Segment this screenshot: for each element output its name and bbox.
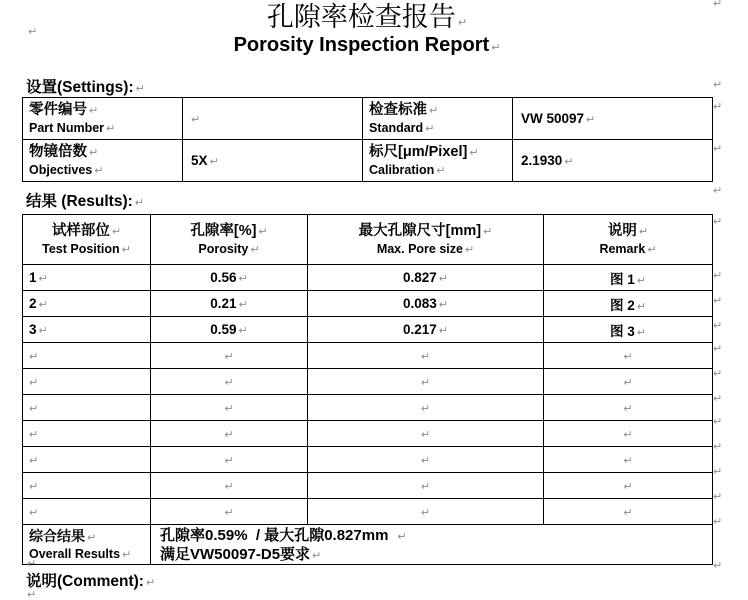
end-of-row-mark-icon: ↵: [713, 78, 723, 91]
paragraph-mark-icon: ↵: [121, 243, 131, 256]
paragraph-mark-icon: ↵: [106, 122, 116, 135]
paragraph-mark-icon: ↵: [209, 155, 219, 168]
paragraph-mark-icon: ↵: [586, 113, 596, 126]
table-row-empty: [23, 343, 713, 369]
col-header-max-pore-size: 最大孔隙尺寸[mm] ↵ Max. Pore size ↵: [308, 215, 544, 265]
paragraph-mark-icon: ↵: [89, 104, 99, 117]
paragraph-mark-icon: ↵: [89, 146, 99, 159]
paragraph-mark-icon: ↵: [636, 325, 646, 339]
end-of-row-mark-icon: ↵: [713, 184, 723, 197]
end-of-row-mark-icon: ↵: [713, 392, 723, 405]
part-number-value: [183, 98, 363, 140]
table-row-empty: [23, 499, 713, 525]
table-row-empty: [23, 473, 713, 499]
paragraph-mark-icon: ↵: [134, 196, 145, 209]
paragraph-mark-icon: ↵: [224, 350, 234, 363]
col-header-test-position: 试样部位 ↵ Test Position ↵: [23, 215, 151, 265]
test-position-cell: [23, 343, 151, 369]
porosity-cell: [151, 343, 308, 369]
results-header-row: [23, 215, 713, 265]
paragraph-mark-icon: ↵: [29, 402, 39, 415]
max-pore-cell: [308, 473, 544, 499]
paragraph-mark-icon: ↵: [27, 557, 37, 570]
settings-row: [23, 140, 713, 182]
table-row: [23, 265, 713, 291]
results-table: [22, 214, 713, 565]
test-position-cell: 3 ↵: [23, 317, 151, 343]
paragraph-mark-icon: ↵: [420, 506, 431, 519]
paragraph-mark-icon: ↵: [224, 480, 234, 493]
results-heading: 结果 (Results): ↵: [26, 193, 145, 210]
paragraph-mark-icon: ↵: [145, 576, 156, 589]
table-row: [23, 291, 713, 317]
test-position-cell: [23, 421, 151, 447]
remark-cell: [544, 369, 713, 395]
max-pore-cell: [308, 447, 544, 473]
paragraph-mark-icon: ↵: [250, 243, 260, 256]
paragraph-mark-icon: ↵: [224, 376, 234, 389]
end-of-row-mark-icon: ↵: [713, 440, 723, 453]
table-row: [23, 317, 713, 343]
porosity-cell: [151, 447, 308, 473]
table-row-empty: [23, 369, 713, 395]
paragraph-mark-icon: ↵: [135, 82, 145, 95]
end-of-row-mark-icon: ↵: [713, 294, 723, 307]
end-of-row-mark-icon: ↵: [713, 559, 723, 572]
paragraph-mark-icon: ↵: [38, 272, 48, 285]
paragraph-mark-icon: ↵: [38, 298, 48, 311]
paragraph-mark-icon: ↵: [29, 480, 39, 493]
settings-table: [22, 97, 713, 182]
paragraph-mark-icon: ↵: [623, 506, 633, 519]
paragraph-mark-icon: ↵: [636, 273, 646, 287]
objectives-label: 物镜倍数 ↵ Objectives ↵: [23, 140, 183, 182]
paragraph-mark-icon: ↵: [420, 428, 431, 441]
table-row-empty: [23, 395, 713, 421]
end-of-row-mark-icon: ↵: [713, 515, 723, 528]
test-position-cell: [23, 369, 151, 395]
paragraph-mark-icon: ↵: [87, 531, 97, 544]
paragraph-mark-icon: ↵: [29, 506, 39, 519]
test-position-cell: 1 ↵: [23, 265, 151, 291]
standard-label: 检查标准 ↵ Standard ↵: [363, 98, 513, 140]
test-position-cell: [23, 499, 151, 525]
report-title-zh: 孔隙率检查报告 ↵: [266, 2, 468, 32]
remark-cell: [544, 421, 713, 447]
end-of-row-mark-icon: ↵: [713, 0, 723, 10]
standard-value: VW 50097 ↵: [513, 98, 713, 140]
end-of-row-mark-icon: ↵: [713, 100, 723, 113]
paragraph-mark-icon: ↵: [111, 225, 122, 238]
paragraph-mark-icon: ↵: [436, 164, 446, 177]
paragraph-mark-icon: ↵: [94, 164, 104, 177]
paragraph-mark-icon: ↵: [438, 324, 448, 337]
porosity-cell: 0.21 ↵: [151, 291, 308, 317]
paragraph-mark-icon: ↵: [238, 298, 248, 311]
test-position-cell: [23, 447, 151, 473]
overall-results-value: 孔隙率0.59% / 最大孔隙0.827mm ↵ 满足VW50097-D5要求 ↵: [151, 525, 713, 565]
remark-cell: 图 2 ↵: [544, 291, 713, 317]
paragraph-mark-icon: ↵: [420, 454, 431, 467]
paragraph-mark-icon: ↵: [27, 588, 37, 600]
end-of-row-mark-icon: ↵: [713, 269, 723, 282]
paragraph-mark-icon: ↵: [623, 454, 633, 467]
paragraph-mark-icon: ↵: [224, 506, 234, 519]
paragraph-mark-icon: ↵: [224, 454, 234, 467]
paragraph-mark-icon: ↵: [623, 376, 633, 389]
end-of-row-mark-icon: ↵: [713, 142, 723, 155]
paragraph-mark-icon: ↵: [238, 324, 248, 337]
paragraph-mark-icon: ↵: [638, 225, 649, 238]
paragraph-mark-icon: ↵: [647, 243, 657, 256]
remark-cell: [544, 473, 713, 499]
paragraph-mark-icon: ↵: [28, 25, 38, 38]
paragraph-mark-icon: ↵: [29, 350, 39, 363]
end-of-row-mark-icon: ↵: [713, 465, 723, 478]
paragraph-mark-icon: ↵: [38, 324, 48, 337]
end-of-row-mark-icon: ↵: [713, 342, 723, 355]
paragraph-mark-icon: ↵: [425, 122, 435, 135]
max-pore-cell: [308, 369, 544, 395]
paragraph-mark-icon: ↵: [420, 376, 431, 389]
paragraph-mark-icon: ↵: [457, 16, 468, 29]
porosity-cell: [151, 473, 308, 499]
paragraph-mark-icon: ↵: [623, 350, 633, 363]
max-pore-cell: [308, 499, 544, 525]
remark-cell: 图 1 ↵: [544, 265, 713, 291]
paragraph-mark-icon: ↵: [623, 480, 633, 493]
end-of-row-mark-icon: ↵: [713, 319, 723, 332]
porosity-cell: [151, 369, 308, 395]
table-row-empty: [23, 447, 713, 473]
paragraph-mark-icon: ↵: [224, 402, 234, 415]
paragraph-mark-icon: ↵: [483, 225, 493, 238]
col-header-remark: 说明 ↵ Remark ↵: [544, 215, 713, 265]
porosity-cell: [151, 421, 308, 447]
report-title-en: Porosity Inspection Report ↵: [233, 34, 501, 56]
max-pore-cell: [308, 343, 544, 369]
test-position-cell: [23, 473, 151, 499]
objectives-value: 5X ↵: [183, 140, 363, 182]
overall-results-row: [23, 525, 713, 565]
remark-cell: [544, 499, 713, 525]
paragraph-mark-icon: ↵: [258, 225, 268, 238]
end-of-row-mark-icon: ↵: [713, 215, 723, 228]
paragraph-mark-icon: ↵: [623, 428, 633, 441]
comment-heading: 说明(Comment): ↵: [26, 573, 156, 590]
test-position-cell: 2 ↵: [23, 291, 151, 317]
part-number-label: 零件编号 ↵ Part Number ↵: [23, 98, 183, 140]
paragraph-mark-icon: ↵: [438, 272, 448, 285]
paragraph-mark-icon: ↵: [191, 113, 201, 126]
paragraph-mark-icon: ↵: [312, 548, 322, 562]
paragraph-mark-icon: ↵: [564, 155, 574, 168]
porosity-cell: 0.59 ↵: [151, 317, 308, 343]
calibration-label: 标尺[μm/Pixel] ↵ Calibration ↵: [363, 140, 513, 182]
porosity-cell: [151, 395, 308, 421]
max-pore-cell: 0.217 ↵: [308, 317, 544, 343]
paragraph-mark-icon: ↵: [420, 350, 431, 363]
paragraph-mark-icon: ↵: [438, 298, 448, 311]
max-pore-cell: [308, 395, 544, 421]
paragraph-mark-icon: ↵: [420, 402, 431, 415]
remark-cell: [544, 343, 713, 369]
remark-cell: [544, 447, 713, 473]
paragraph-mark-icon: ↵: [224, 428, 234, 441]
paragraph-mark-icon: ↵: [29, 454, 39, 467]
settings-heading: 设置(Settings): ↵: [26, 79, 145, 96]
paragraph-mark-icon: ↵: [491, 41, 501, 54]
settings-row: [23, 98, 713, 140]
paragraph-mark-icon: ↵: [122, 548, 132, 561]
end-of-row-mark-icon: ↵: [713, 367, 723, 380]
paragraph-mark-icon: ↵: [636, 299, 646, 313]
test-position-cell: [23, 395, 151, 421]
paragraph-mark-icon: ↵: [238, 272, 248, 285]
remark-cell: 图 3 ↵: [544, 317, 713, 343]
paragraph-mark-icon: ↵: [397, 529, 407, 543]
paragraph-mark-icon: ↵: [623, 402, 633, 415]
paragraph-mark-icon: ↵: [429, 104, 439, 117]
table-row-empty: [23, 421, 713, 447]
col-header-porosity: 孔隙率[%] ↵ Porosity ↵: [151, 215, 308, 265]
calibration-value: 2.1930 ↵: [513, 140, 713, 182]
paragraph-mark-icon: ↵: [29, 428, 39, 441]
remark-cell: [544, 395, 713, 421]
end-of-row-mark-icon: ↵: [713, 490, 723, 503]
paragraph-mark-icon: ↵: [29, 376, 39, 389]
max-pore-cell: 0.083 ↵: [308, 291, 544, 317]
overall-results-label: 综合结果 ↵ Overall Results ↵: [23, 525, 151, 565]
paragraph-mark-icon: ↵: [469, 146, 479, 159]
max-pore-cell: [308, 421, 544, 447]
paragraph-mark-icon: ↵: [420, 480, 431, 493]
porosity-cell: [151, 499, 308, 525]
max-pore-cell: 0.827 ↵: [308, 265, 544, 291]
porosity-cell: 0.56 ↵: [151, 265, 308, 291]
end-of-row-mark-icon: ↵: [713, 415, 723, 428]
paragraph-mark-icon: ↵: [464, 243, 475, 256]
